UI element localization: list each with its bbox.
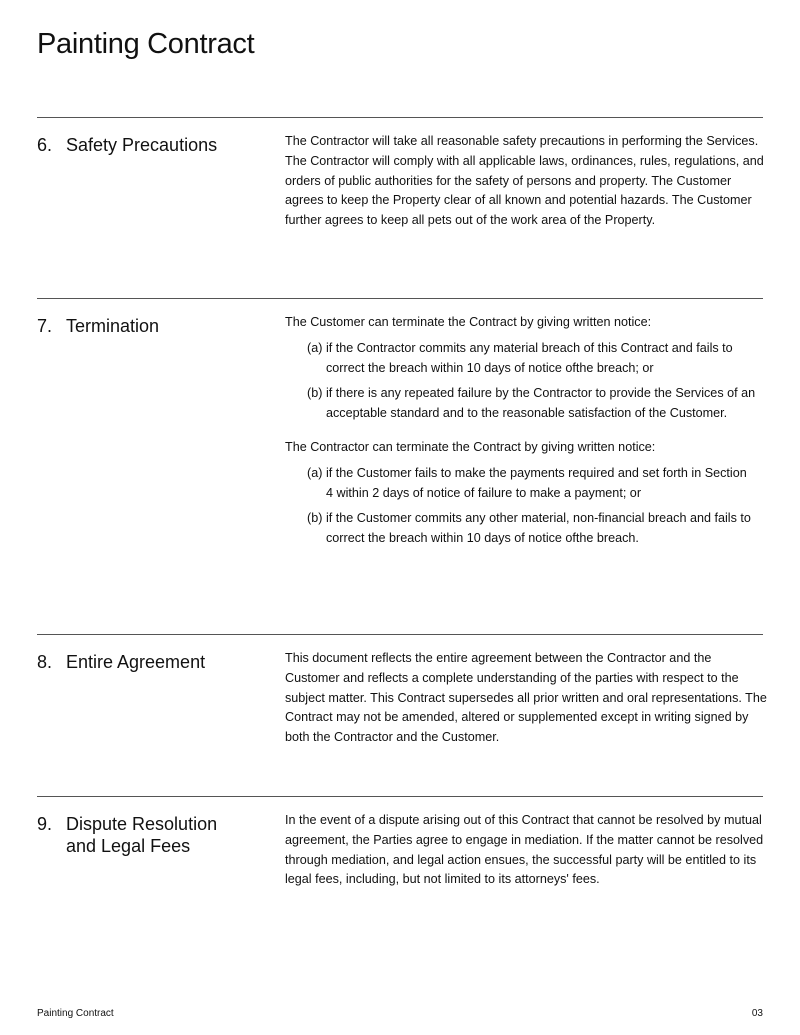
- item-label: (a): [307, 340, 323, 355]
- section-text: In the event of a dispute arising out of this Contract that cannot be resolved by mutual agreement, the Parties agree to engage in mediation. If the matter cannot be resolved through mediation, and legal action ensues, the successful party will be entitled to its legal fees, including, but not limited to its attorneys' fees.: [285, 813, 764, 887]
- section-text: This document reflects the entire agreement between the Contractor and the Customer and reflects a complete understanding of the parties with respect to the subject matter. This Contract supersedes all prior written and oral representations. The Contract may not be amended, altered or supplemented except in writing signed by both the Contractor and the Customer.: [285, 651, 767, 745]
- section-title: Entire Agreement: [66, 652, 206, 672]
- section-termination: [37, 298, 763, 546]
- item-text: if the Customer fails to make the payments required and set forth in Section 4 within 2 days of notice of failure to make a payment; or: [326, 465, 747, 500]
- item-text: if the Contractor commits any material breach of this Contract and fails to correct the breach within 10 days of notice ofthe breach; or: [326, 340, 733, 375]
- contractor-termination-intro: The Contractor can terminate the Contract by giving written notice:: [285, 439, 656, 454]
- footer-page-number: 03: [751, 1008, 763, 1019]
- list-item: [307, 509, 767, 549]
- section-number: 9.: [37, 814, 53, 834]
- item-text: if there is any repeated failure by the Contractor to provide the Services of an acceptable standard and to the reasonable satisfaction of the Customer.: [326, 386, 756, 421]
- item-text: if the Customer commits any other material, non-financial breach and fails to correct the breach within 10 days of notice ofthe breach.: [326, 511, 751, 546]
- item-label: (a): [307, 465, 323, 480]
- section-number: 7.: [37, 316, 53, 336]
- section-dispute-resolution: [37, 796, 764, 887]
- section-entire-agreement: [37, 634, 767, 745]
- section-title: Dispute Resolution and Legal Fees: [66, 814, 218, 856]
- list-item: [307, 464, 767, 504]
- list-item: [307, 339, 767, 379]
- section-heading: [37, 651, 236, 673]
- section-heading: [37, 134, 236, 156]
- list-item: [307, 384, 767, 424]
- section-title: Safety Precautions: [66, 135, 218, 155]
- section-heading: [37, 315, 236, 337]
- section-heading: [37, 813, 236, 857]
- footer-document-name: Painting Contract: [37, 1008, 114, 1019]
- item-label: (b): [307, 386, 323, 401]
- page-title: Painting Contract: [37, 28, 255, 60]
- section-text: The Contractor will take all reasonable safety precautions in performing the Services. The Contractor will comply with all applicable laws, ordinances, rules, regulations, and orders of public authorities for the safety of persons and property. The Customer agrees to keep the Property clear of all known and potential hazards. The Customer further agrees to keep all pets out of the work area of the Property.: [285, 134, 764, 228]
- customer-termination-intro: The Customer can terminate the Contract by giving written notice:: [285, 315, 652, 329]
- section-number: 8.: [37, 652, 53, 672]
- section-title: Termination: [66, 316, 160, 336]
- section-number: 6.: [37, 135, 53, 155]
- item-label: (b): [307, 511, 323, 526]
- section-safety-precautions: [37, 117, 764, 228]
